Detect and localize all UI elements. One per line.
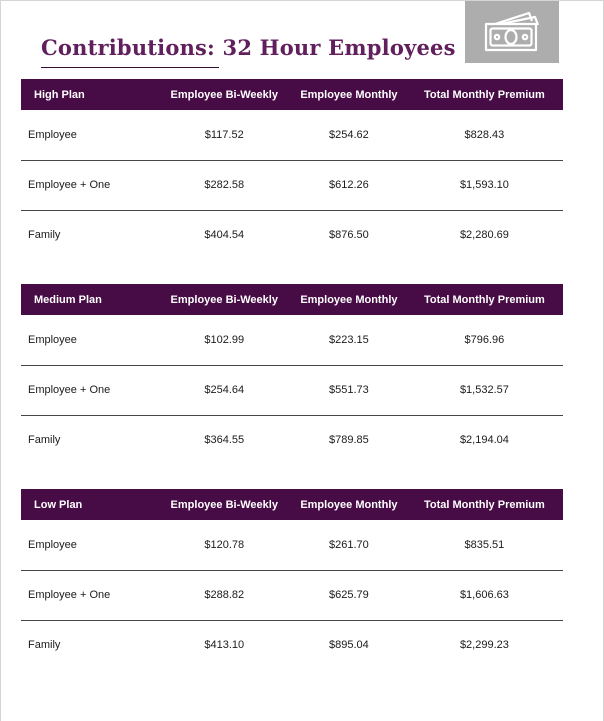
- cell-value: $1,593.10: [406, 160, 563, 210]
- column-header: Employee Monthly: [292, 489, 406, 520]
- header-row: [21, 489, 563, 520]
- table-row: [21, 315, 563, 365]
- cell-value: $413.10: [204, 639, 245, 652]
- plan-table-head-high-plan: [21, 79, 563, 110]
- title-underline: [41, 67, 219, 68]
- row-label: Employee: [21, 315, 157, 365]
- table-row: [21, 520, 563, 570]
- cell-value: $2,194.04: [459, 434, 509, 447]
- plan-name-label: Low Plan: [21, 489, 157, 520]
- page-title: Contributions: 32 Hour Employees: [41, 35, 456, 60]
- row-label: Employee + One: [21, 160, 157, 210]
- table-row: [21, 210, 563, 260]
- cell-value: $288.82: [157, 570, 293, 620]
- cell-value: $404.54: [204, 229, 245, 242]
- plan-table-medium-plan: [21, 284, 563, 465]
- cell-value: $120.78: [157, 520, 293, 570]
- row-label: Family: [28, 639, 61, 652]
- plan-name-label: Medium Plan: [21, 284, 157, 315]
- money-bills-icon: [479, 9, 545, 55]
- cell-value: $1,532.57: [406, 365, 563, 415]
- tables-section: [1, 79, 603, 670]
- table-row: [21, 110, 563, 160]
- header-row: [21, 79, 563, 110]
- column-header: Employee Bi-Weekly: [157, 489, 293, 520]
- plan-name-label: High Plan: [21, 79, 157, 110]
- cell-value: $551.73: [292, 365, 406, 415]
- cell-value: $828.43: [406, 110, 563, 160]
- cell-value: $612.26: [292, 160, 406, 210]
- row-label: Family: [28, 434, 61, 447]
- cell-value: $117.52: [157, 110, 293, 160]
- column-header: Total Monthly Premium: [406, 489, 563, 520]
- cell-value: $282.58: [157, 160, 293, 210]
- row-label: Employee: [21, 110, 157, 160]
- row-label: Employee + One: [21, 570, 157, 620]
- row-label: Employee: [21, 520, 157, 570]
- column-header: Employee Monthly: [292, 284, 406, 315]
- plan-table-high-plan: [21, 79, 563, 260]
- cell-value: $835.51: [406, 520, 563, 570]
- column-header: Employee Bi-Weekly: [157, 79, 293, 110]
- money-icon-box: [465, 1, 559, 63]
- plan-table-body-medium-plan: [21, 315, 563, 465]
- cell-value: $2,299.23: [459, 639, 509, 652]
- cell-value: $895.04: [329, 639, 369, 652]
- plan-table-low-plan: [21, 489, 563, 670]
- cell-value: $254.64: [157, 365, 293, 415]
- table-row: [21, 415, 563, 465]
- column-header: Total Monthly Premium: [406, 284, 563, 315]
- plan-table-head-medium-plan: [21, 284, 563, 315]
- plan-table-body-low-plan: [21, 520, 563, 670]
- row-label: Employee + One: [21, 365, 157, 415]
- plan-table-head-low-plan: [21, 489, 563, 520]
- cell-value: $102.99: [157, 315, 293, 365]
- cell-value: $261.70: [292, 520, 406, 570]
- column-header: Employee Monthly: [292, 79, 406, 110]
- cell-value: $625.79: [292, 570, 406, 620]
- table-row: [21, 160, 563, 210]
- table-row: [21, 620, 563, 670]
- cell-value: $796.96: [406, 315, 563, 365]
- table-row: [21, 365, 563, 415]
- table-row: [21, 570, 563, 620]
- cell-value: $876.50: [329, 229, 369, 242]
- header-row: [21, 284, 563, 315]
- cell-value: $2,280.69: [459, 229, 509, 242]
- column-header: Total Monthly Premium: [406, 79, 563, 110]
- row-label: Family: [28, 229, 61, 242]
- column-header: Employee Bi-Weekly: [157, 284, 293, 315]
- cell-value: $1,606.63: [406, 570, 563, 620]
- cell-value: $364.55: [204, 434, 245, 447]
- cell-value: $223.15: [292, 315, 406, 365]
- cell-value: $254.62: [292, 110, 406, 160]
- plan-table-body-high-plan: [21, 110, 563, 260]
- cell-value: $789.85: [329, 434, 369, 447]
